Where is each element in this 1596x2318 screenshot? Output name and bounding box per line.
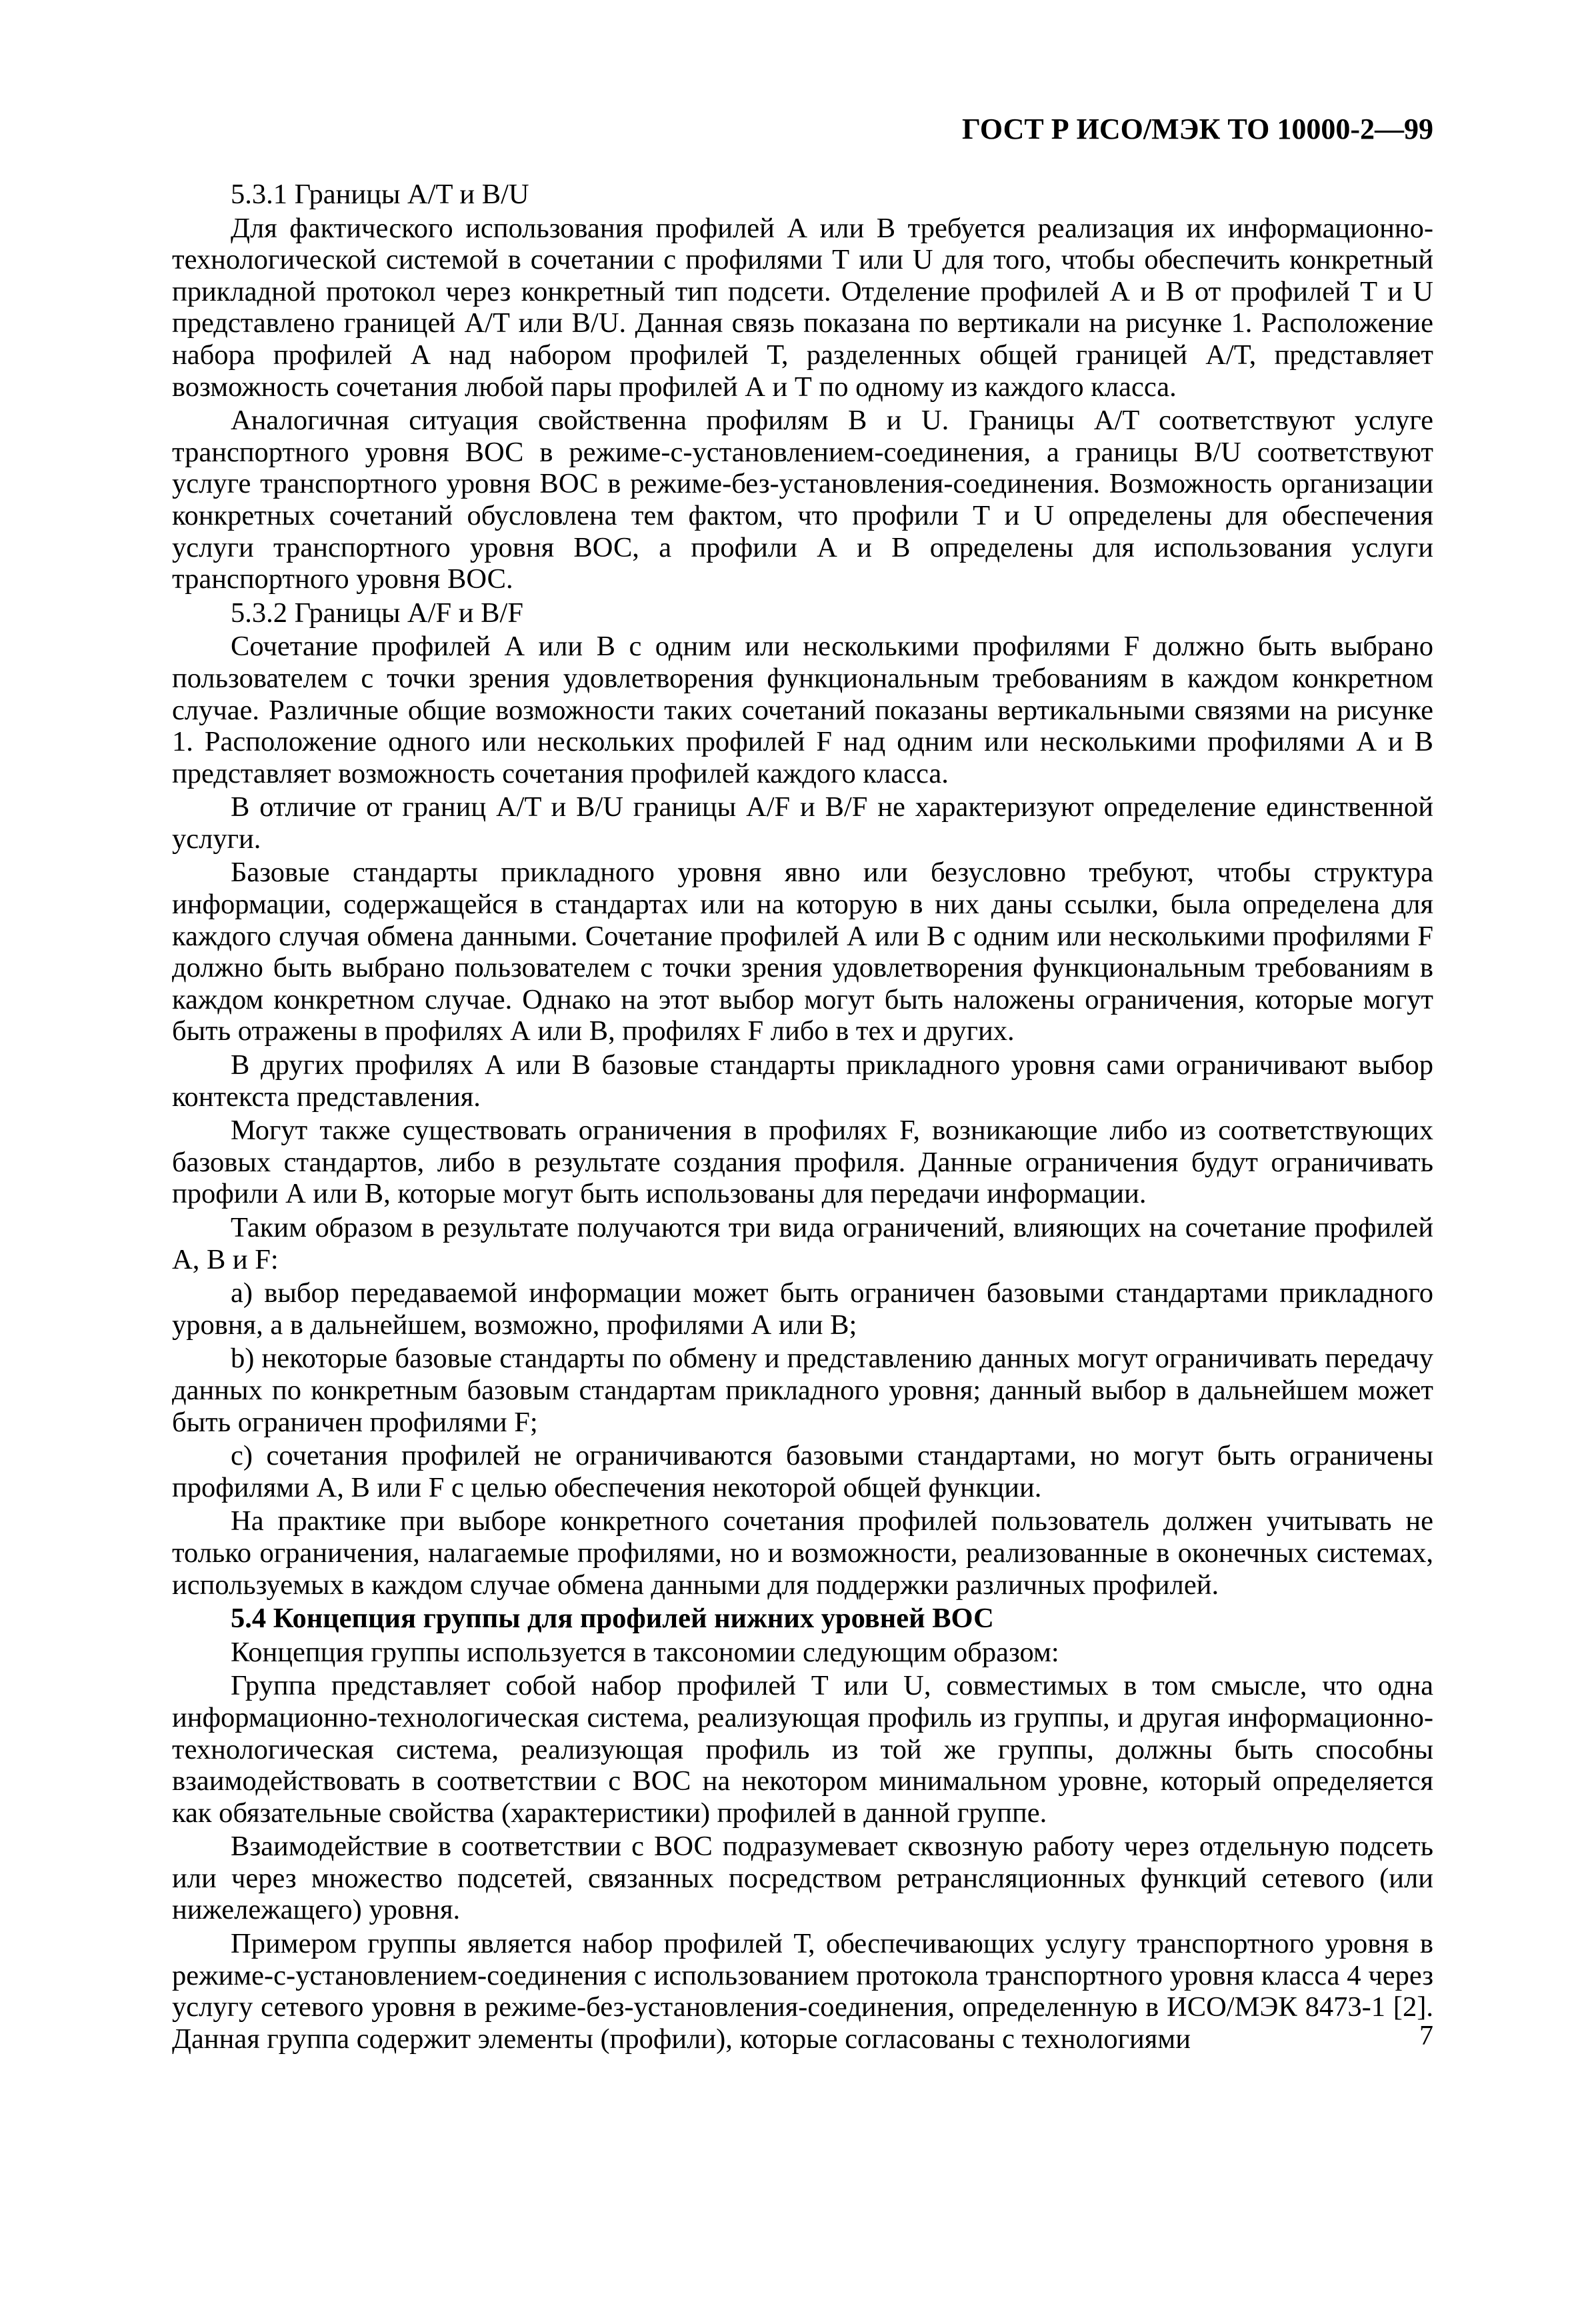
paragraph: Сочетание профилей А или В с одним или несколькими профилями F должно быть выбрано пользователем с точки зрения удовлетворения функциональным требованиям в каждом конкретном случае. Различные общие возможности таких сочетаний показаны вертикальными связями на рисунке 1. Расположение одного или нескольких профилей F над одним или несколькими профилями А и В представляет возможность сочетания профилей каждого класса. (172, 631, 1433, 789)
paragraph: Взаимодействие в соответствии с ВОС подразумевает сквозную работу через отдельную подсеть или через множество подсетей, связанных посредством ретрансляционных функций сетевого (или нижележащего) уровня. (172, 1831, 1433, 1926)
paragraph: a) выбор передаваемой информации может быть ограничен базовыми стандартами прикладного уровня, а в дальнейшем, возможно, профилями А или В; (172, 1277, 1433, 1341)
paragraph: Группа представляет собой набор профилей Т или U, совместимых в том смысле, что одна информационно-технологическая система, реализующая профиль из группы, и другая информационно-технологическая система, реализующая профиль из той же группы, должны быть способны взаимодействовать в соответствии с ВОС на некотором минимальном уровне, который определяется как обязательные свойства (характеристики) профилей в данной группе. (172, 1670, 1433, 1829)
paragraph: 5.3.2 Границы A/F и B/F (231, 597, 523, 629)
paragraph: В отличие от границ A/T и B/U границы A/F и B/F не характеризуют определение единственной услуги. (172, 791, 1433, 855)
section-heading: 5.4 Концепция группы для профилей нижних уровней ВОС (231, 1603, 994, 1635)
document-header: ГОСТ Р ИСО/МЭК ТО 10000-2—99 (961, 113, 1433, 145)
paragraph: 5.3.1 Границы A/T и B/U (231, 179, 529, 210)
paragraph: В других профилях А или В базовые стандарты прикладного уровня сами ограничивают выбор контекста представления. (172, 1049, 1433, 1113)
paragraph: Концепция группы используется в таксономии следующим образом: (231, 1636, 1059, 1668)
paragraph: Примером группы является набор профилей Т, обеспечивающих услугу транспортного уровня в режиме-с-установлением-соединения с использованием протокола транспортного уровня класса 4 через услугу сетевого уровня в режиме-без-установления-соединения, определенную в ИСО/МЭК 8473-1 [2]. Данная группа содержит элементы (профили), которые согласованы с технологиями (172, 1928, 1433, 2055)
paragraph: Могут также существовать ограничения в профилях F, возникающие либо из соответствующих базовых стандартов, либо в результате создания профиля. Данные ограничения будут ограничивать профили А или В, которые могут быть использованы для передачи информации. (172, 1115, 1433, 1210)
paragraph: Базовые стандарты прикладного уровня явно или безусловно требуют, чтобы структура информации, содержащейся в стандартах или на которую в них даны ссылки, была определена для каждого случая обмена данными. Сочетание профилей А или В с одним или несколькими профилями F должно быть выбрано пользователем с точки зрения удовлетворения функциональным требованиям в каждом конкретном случае. Однако на этот выбор могут быть наложены ограничения, которые могут быть отражены в профилях А или В, профилях F либо в тех и других. (172, 857, 1433, 1047)
paragraph: На практике при выборе конкретного сочетания профилей пользователь должен учитывать не только ограничения, налагаемые профилями, но и возможности, реализованные в оконечных системах, используемых в каждом случае обмена данными для поддержки различных профилей. (172, 1505, 1433, 1601)
paragraph: Таким образом в результате получаются три вида ограничений, влияющих на сочетание профилей А, В и F: (172, 1212, 1433, 1275)
paragraph: Для фактического использования профилей А или В требуется реализация их информационно-технологической системой в сочетании с профилями Т или U для того, чтобы обеспечить конкретный прикладной протокол через конкретный тип подсети. Отделение профилей А и В от профилей Т и U представлено границей A/T или B/U. Данная связь показана по вертикали на рисунке 1. Расположение набора профилей А над набором профилей Т, разделенных общей границей A/T, представляет возможность сочетания любой пары профилей А и Т по одному из каждого класса. (172, 212, 1433, 403)
document-body (172, 179, 1433, 2057)
paragraph: b) некоторые базовые стандарты по обмену и представлению данных могут ограничивать передачу данных по конкретным базовым стандартам прикладного уровня; данный выбор в дальнейшем может быть ограничен профилями F; (172, 1343, 1433, 1438)
page-number: 7 (1419, 2021, 1433, 2051)
paragraph: c) сочетания профилей не ограничиваются базовыми стандартами, но могут быть ограничены профилями А, В или F с целью обеспечения некоторой общей функции. (172, 1440, 1433, 1503)
paragraph: Аналогичная ситуация свойственна профилям В и U. Границы A/T соответствуют услуге транспортного уровня ВОС в режиме-с-установлением-соединения, а границы B/U соответствуют услуге транспортного уровня ВОС в режиме-без-установления-соединения. Возможность организации конкретных сочетаний обусловлена тем фактом, что профили Т и U определены для обеспечения услуги транспортного уровня ВОС, а профили А и В определены для использования услуги транспортного уровня ВОС. (172, 405, 1433, 595)
